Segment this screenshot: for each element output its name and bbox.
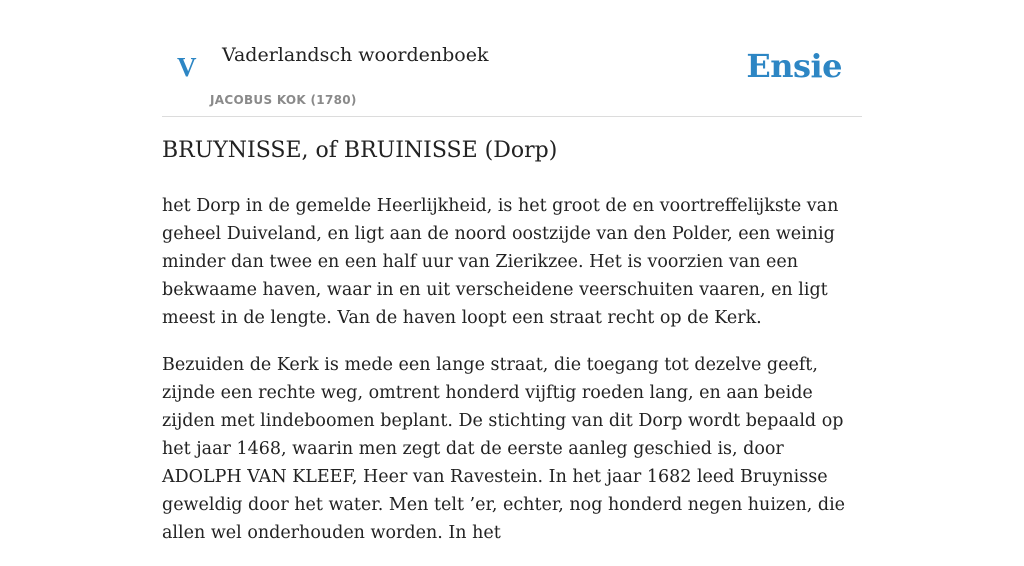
header [162,0,862,117]
book-author: JACOBUS KOK (1780) [210,93,357,107]
ensie-logo[interactable]: Ensie [746,47,842,85]
entry-body [162,192,862,566]
entry-paragraph: het Dorp in de gemelde Heerlijkheid, is het groot de en voortreffelijkste van geheel Duiveland, en ligt aan de noord oostzijde van den Polder, een weinig minder dan twee en een half uur van Zierikzee. Het is voorzien van een bekwaame haven, waar in en uit verscheidene veerschuiten vaaren, en ligt meest in de lengte. Van de haven loopt een straat recht op de Kerk. [162,196,839,328]
entry-title: BRUYNISSE, of BRUINISSE (Dorp) [162,138,558,163]
volume-letter[interactable]: V [177,52,197,82]
entry-paragraph: Bezuiden de Kerk is mede een lange straat, die toegang tot dezelve geeft, zijnde een rechte weg, omtrent honderd vijftig roeden lang, en aan beide zijden met lindeboomen beplant. De stichting van dit Dorp wordt bepaald op het jaar 1468, waarin men zegt dat de eerste aanleg geschied is, door ADOLPH VAN KLEEF, Heer van Ravestein. In het jaar 1682 leed Bruynisse geweldig door het water. Men telt ’er, echter, nog honderd negen huizen, die allen wel onderhouden worden. In het [162,355,846,543]
book-title-link[interactable]: Vaderlandsch woordenboek [222,44,489,66]
